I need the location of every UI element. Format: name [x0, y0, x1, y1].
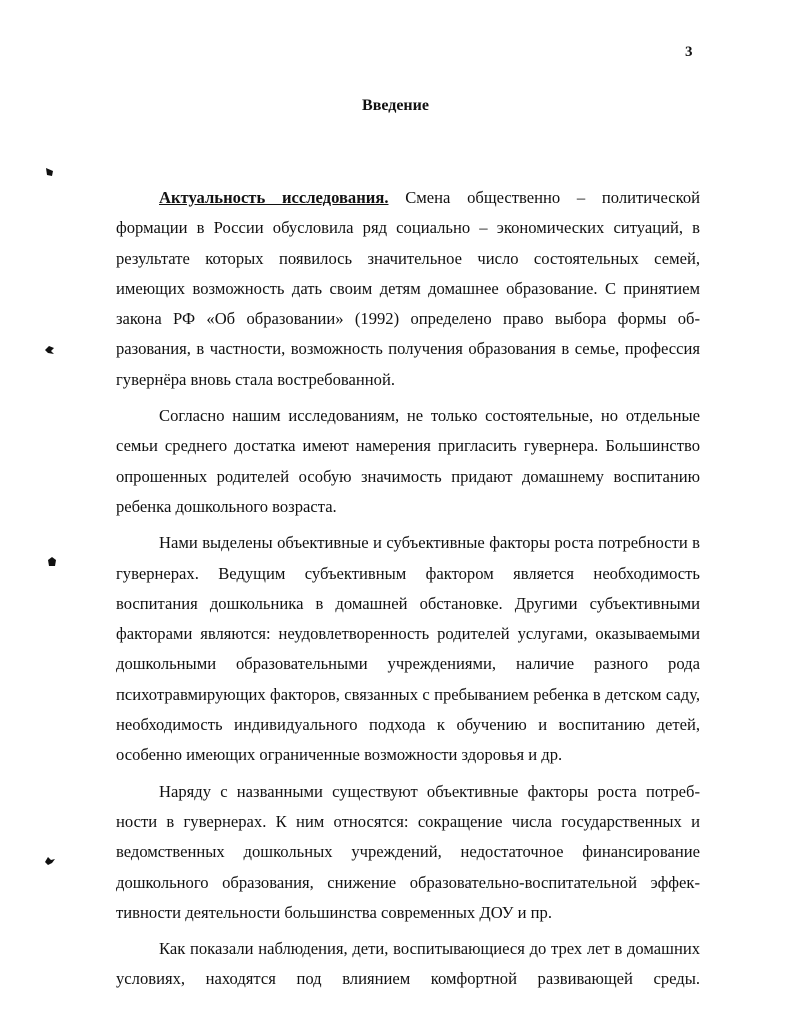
paragraph: Нами выделены объективные и субъективные факторы роста потребности в гувернерах. Ведущим субъективным фактором является необходимость воспитания дошкольника в домашней обстановке. Другими субъективными факторами являются: неудовлетворенность родителей услугами, оказываемыми дошкольными образовательными учреждениями, наличие разного рода психотравмирующих факторов, связанных с пребыванием ребенка в детском саду, необходимость индивидуального подхода к обучению и воспитанию детей, особенно имеющих ограниченные возможности здоровья и др.: [116, 533, 700, 765]
lead-heading: Актуальность исследования.: [159, 188, 389, 207]
page-title: Введение: [362, 97, 429, 114]
paragraph: Как показали наблюдения, дети, воспитывающиеся до трех лет в домашних условиях, находятся под влиянием комфортной развивающей среды.: [116, 939, 700, 989]
paragraph: Наряду с названными существуют объективные факторы роста потребности в гувернерах. К ним относятся: сокращение числа государственных и ведомственных дошкольных учреждений, недостаточное финансирование дошкольного образования, снижение образовательно-воспитательной эффективности деятельности большинства современных ДОУ и пр.: [116, 781, 700, 922]
scan-mark: [44, 166, 56, 178]
paragraph: Согласно нашим исследованиям, не только состоятельные, но отдельные семьи среднего достатка имеют намерения пригласить гувернера. Большинство опрошенных родителей особую значимость придают домашнему воспитанию ребенка дошкольного возраста.: [116, 406, 700, 516]
page-number: 3: [685, 44, 693, 60]
scan-mark: [46, 556, 58, 568]
paragraph: [116, 183, 700, 395]
scan-mark: [44, 344, 56, 356]
body-text: [116, 183, 700, 1001]
scan-mark: [44, 855, 56, 867]
paragraph-text: Смена общественно – политической формации в России обусловила ряд социально – экономических ситуаций, в результате которых появилось значительное число состоятельных семей, имеющих возможность дать своим детям домашнее образование. С принятием закона РФ «Об образовании» (1992) определено право выбора формы образования, в частности, возможность получения образования в семье, профессия гувернёра вновь стала востребованной.: [116, 188, 701, 389]
